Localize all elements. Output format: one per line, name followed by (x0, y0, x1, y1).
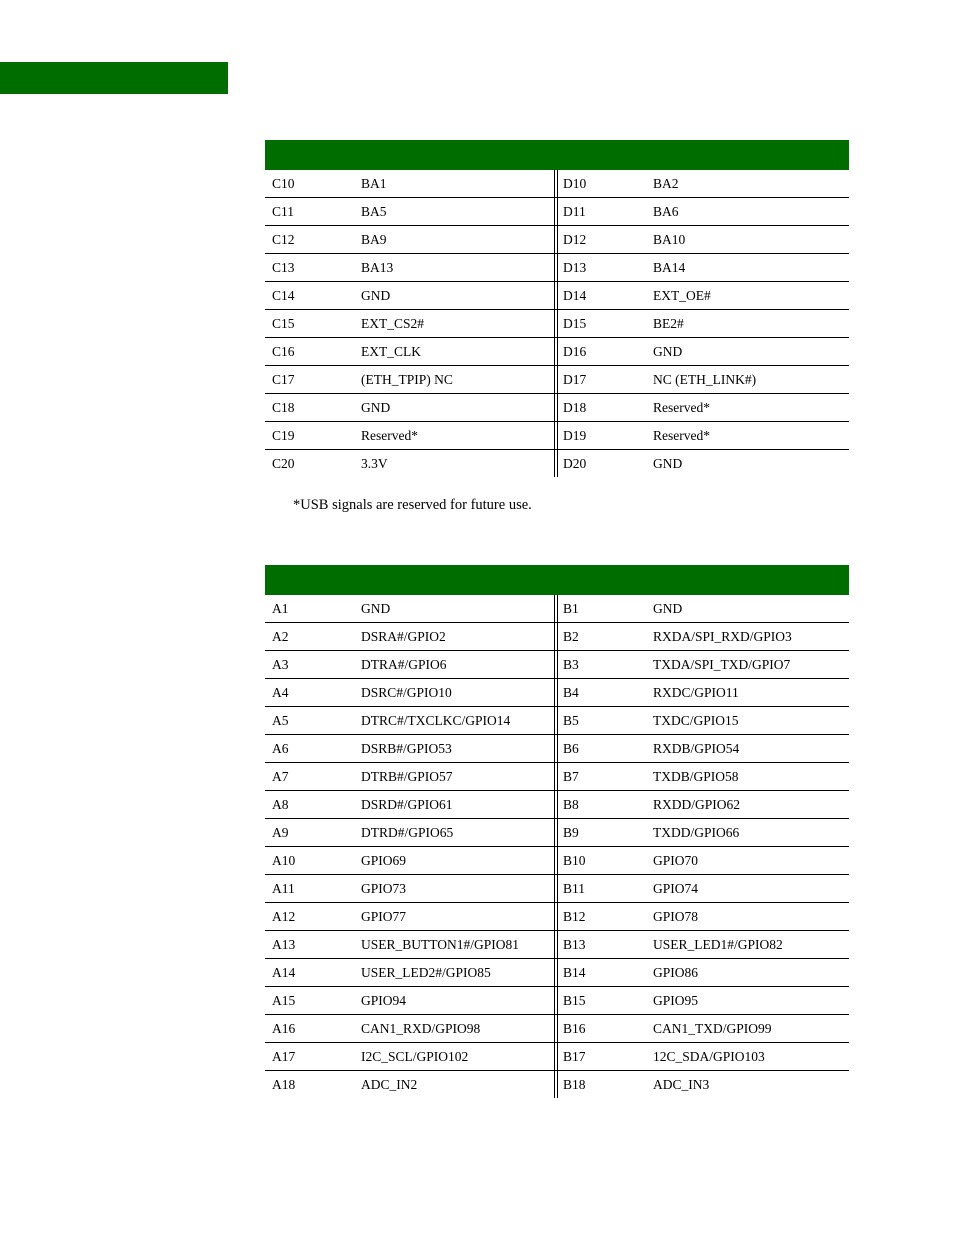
signal-cell: BA6 (653, 204, 679, 219)
table-row (265, 198, 849, 226)
table-row (265, 170, 849, 198)
pin-cell: C16 (272, 344, 295, 359)
table-body (265, 595, 849, 1098)
signal-cell: GPIO70 (653, 853, 699, 868)
signal-cell: Reserved* (653, 400, 710, 415)
table-body (265, 170, 849, 477)
pin-cell: D10 (563, 176, 587, 191)
signal-cell: RXDC/GPIO11 (653, 685, 739, 700)
pin-cell: D11 (563, 204, 586, 219)
table-row (265, 679, 849, 707)
pin-cell: D20 (563, 456, 587, 471)
pin-cell: C15 (272, 316, 295, 331)
table-row (265, 282, 849, 310)
pin-cell: D16 (563, 344, 587, 359)
page-header-bar (0, 62, 228, 94)
table-row (265, 1043, 849, 1071)
pin-cell: A18 (272, 1077, 296, 1092)
pin-cell: D12 (563, 232, 587, 247)
signal-cell: RXDA/SPI_RXD/GPIO3 (653, 629, 792, 644)
pin-cell: A7 (272, 769, 289, 784)
table-row (265, 847, 849, 875)
signal-cell: GPIO69 (361, 853, 407, 868)
signal-cell: EXT_CLK (361, 344, 421, 359)
pin-cell: A5 (272, 713, 289, 728)
table-row (265, 422, 849, 450)
pin-cell: A11 (272, 881, 295, 896)
signal-cell: GPIO95 (653, 993, 699, 1008)
pinout-table-a-b (265, 565, 849, 1098)
pin-cell: A4 (272, 685, 289, 700)
signal-cell: EXT_CS2# (361, 316, 425, 331)
pin-cell: C19 (272, 428, 295, 443)
pin-cell: D19 (563, 428, 587, 443)
pin-cell: A17 (272, 1049, 296, 1064)
table-row (265, 987, 849, 1015)
table-row (265, 623, 849, 651)
signal-cell: GND (361, 601, 391, 616)
pin-cell: A2 (272, 629, 289, 644)
signal-cell: DSRC#/GPIO10 (361, 685, 452, 700)
table-row (265, 226, 849, 254)
pin-cell: A15 (272, 993, 296, 1008)
signal-cell: DTRA#/GPIO6 (361, 657, 447, 672)
table-row (265, 651, 849, 679)
pin-cell: C12 (272, 232, 295, 247)
signal-cell: TXDC/GPIO15 (653, 713, 739, 728)
pin-cell: D13 (563, 260, 587, 275)
signal-cell: GND (653, 456, 683, 471)
pin-cell: B11 (563, 881, 586, 896)
signal-cell: DSRA#/GPIO2 (361, 629, 446, 644)
signal-cell: DTRB#/GPIO57 (361, 769, 453, 784)
pin-cell: B14 (563, 965, 586, 980)
pin-cell: A8 (272, 797, 289, 812)
pin-cell: B18 (563, 1077, 586, 1092)
pin-cell: B5 (563, 713, 579, 728)
signal-cell: CAN1_RXD/GPIO98 (361, 1021, 481, 1036)
footnote: *USB signals are reserved for future use. (293, 497, 532, 513)
signal-cell: USER_LED2#/GPIO85 (361, 965, 491, 980)
table-row (265, 595, 849, 623)
signal-cell: BA2 (653, 176, 679, 191)
signal-cell: TXDA/SPI_TXD/GPIO7 (653, 657, 791, 672)
pin-cell: C10 (272, 176, 295, 191)
signal-cell: TXDB/GPIO58 (653, 769, 739, 784)
table-row (265, 735, 849, 763)
signal-cell: RXDD/GPIO62 (653, 797, 741, 812)
pin-cell: B15 (563, 993, 586, 1008)
pin-cell: C18 (272, 400, 295, 415)
pin-cell: A14 (272, 965, 296, 980)
signal-cell: I2C_SCL/GPIO102 (361, 1049, 469, 1064)
signal-cell: BA1 (361, 176, 387, 191)
pin-cell: B1 (563, 601, 579, 616)
signal-cell: BA13 (361, 260, 394, 275)
pin-cell: A13 (272, 937, 296, 952)
pin-cell: B2 (563, 629, 579, 644)
table-row (265, 394, 849, 422)
pin-cell: B10 (563, 853, 586, 868)
pin-cell: D14 (563, 288, 587, 303)
signal-cell: BA14 (653, 260, 686, 275)
signal-cell: ADC_IN2 (361, 1077, 418, 1092)
table-row (265, 763, 849, 791)
table-header (265, 140, 849, 170)
pin-cell: A1 (272, 601, 289, 616)
table-row (265, 819, 849, 847)
signal-cell: GPIO74 (653, 881, 699, 896)
pin-cell: B13 (563, 937, 586, 952)
pinout-table-c-d (265, 140, 849, 477)
pin-cell: A12 (272, 909, 296, 924)
signal-cell: GPIO73 (361, 881, 407, 896)
signal-cell: (ETH_TPIP) NC (361, 372, 453, 387)
table-row (265, 707, 849, 735)
pin-cell: C13 (272, 260, 295, 275)
pin-cell: B3 (563, 657, 579, 672)
signal-cell: ADC_IN3 (653, 1077, 710, 1092)
signal-cell: DSRB#/GPIO53 (361, 741, 452, 756)
signal-cell: EXT_OE# (653, 288, 711, 303)
pin-cell: A10 (272, 853, 296, 868)
table-row (265, 254, 849, 282)
signal-cell: DSRD#/GPIO61 (361, 797, 453, 812)
signal-cell: CAN1_TXD/GPIO99 (653, 1021, 772, 1036)
signal-cell: GPIO94 (361, 993, 407, 1008)
pin-cell: D15 (563, 316, 587, 331)
signal-cell: RXDB/GPIO54 (653, 741, 740, 756)
pin-cell: A16 (272, 1021, 296, 1036)
table-header (265, 565, 849, 595)
table-row (265, 959, 849, 987)
pin-cell: B6 (563, 741, 579, 756)
signal-cell: GPIO86 (653, 965, 699, 980)
signal-cell: USER_BUTTON1#/GPIO81 (361, 937, 520, 952)
signal-cell: 3.3V (361, 456, 388, 471)
signal-cell: DTRD#/GPIO65 (361, 825, 454, 840)
pin-cell: A9 (272, 825, 289, 840)
pin-cell: B12 (563, 909, 586, 924)
signal-cell: 12C_SDA/GPIO103 (653, 1049, 765, 1064)
signal-cell: TXDD/GPIO66 (653, 825, 740, 840)
pin-cell: B17 (563, 1049, 586, 1064)
signal-cell: DTRC#/TXCLKC/GPIO14 (361, 713, 511, 728)
table-row (265, 310, 849, 338)
pin-cell: C14 (272, 288, 295, 303)
table-row (265, 875, 849, 903)
signal-cell: GND (361, 400, 391, 415)
pin-cell: B16 (563, 1021, 586, 1036)
pin-cell: A3 (272, 657, 289, 672)
signal-cell: USER_LED1#/GPIO82 (653, 937, 783, 952)
signal-cell: Reserved* (653, 428, 710, 443)
signal-cell: GND (653, 601, 683, 616)
table-row (265, 450, 849, 477)
signal-cell: BA9 (361, 232, 387, 247)
pin-cell: C17 (272, 372, 295, 387)
pin-cell: A6 (272, 741, 289, 756)
pin-cell: D18 (563, 400, 587, 415)
signal-cell: BE2# (653, 316, 684, 331)
table-row (265, 1015, 849, 1043)
signal-cell: GPIO78 (653, 909, 699, 924)
table-row (265, 366, 849, 394)
signal-cell: BA10 (653, 232, 686, 247)
pin-cell: D17 (563, 372, 587, 387)
table-row (265, 903, 849, 931)
pin-cell: B8 (563, 797, 579, 812)
signal-cell: GPIO77 (361, 909, 407, 924)
pin-cell: C20 (272, 456, 295, 471)
table-row (265, 1071, 849, 1098)
signal-cell: GND (653, 344, 683, 359)
signal-cell: Reserved* (361, 428, 418, 443)
table-row (265, 338, 849, 366)
pin-cell: B7 (563, 769, 579, 784)
signal-cell: NC (ETH_LINK#) (653, 372, 757, 387)
pin-cell: C11 (272, 204, 295, 219)
table-row (265, 791, 849, 819)
pin-cell: B4 (563, 685, 579, 700)
signal-cell: GND (361, 288, 391, 303)
table-row (265, 931, 849, 959)
signal-cell: BA5 (361, 204, 387, 219)
pin-cell: B9 (563, 825, 579, 840)
